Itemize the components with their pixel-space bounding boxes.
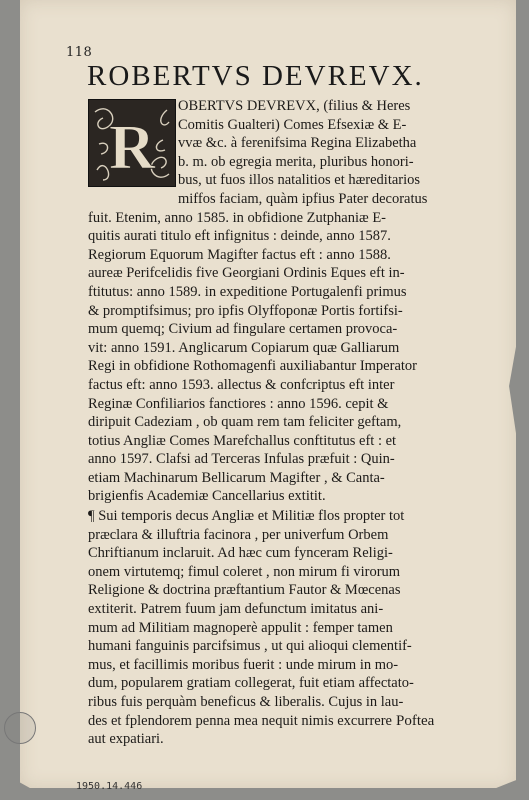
text-line: des et fplendorem penna mea nequit nimis excurrere	[88, 712, 392, 729]
text-line: bus, ut fuos illos natalitios et hæreditarios	[178, 172, 421, 189]
text-line: anno 1597. Clafsi ad Terceras Infulas præfuit : Quin-	[88, 451, 395, 468]
text-line: aut expatiari.	[88, 731, 164, 748]
text-line: miffos faciam, quàm ipfius Pater decoratus	[178, 190, 428, 207]
text-line: diripuit Cadeziam , ob quam rem tam feliciter geftam,	[88, 414, 402, 431]
body-text	[88, 97, 500, 749]
text-line: brigienfis Academiæ Cancellarius extitit.	[88, 488, 326, 505]
text-line: totius Angliæ Comes Marefchallus conftitutus eft : et	[88, 432, 397, 449]
text-line: Chriftianum inclaruit. Ad hæc cum fynceram Religi-	[88, 545, 393, 562]
text-line: b. m. ob egregia merita, pluribus honori-	[178, 153, 414, 170]
text-line: mus, et facillimis moribus fuerit : unde mirum in mo-	[88, 656, 399, 673]
text-line: vvæ &c. à ferenifsima Regina Elizabetha	[178, 135, 417, 152]
text-line: quitis aurati titulo eft infignitus : deinde, anno 1587.	[88, 228, 391, 245]
text-line: præclara & illuftria facinora , per univerfum Orbem	[88, 526, 389, 543]
text-line: Reginæ Confiliarios fanctiores : anno 1596. cepit &	[88, 395, 389, 412]
text-line: extiterit. Patrem fuum jam defunctum imitatus ani-	[88, 601, 384, 618]
text-line: mum quemq; Civium ad fingulare certamen provoca-	[88, 321, 398, 338]
accession-number: 1950.14.446	[76, 781, 143, 792]
text-line: aureæ Perifcelidis five Georgiani Ordinis Eques eft in-	[88, 265, 405, 282]
catchword: Poftea	[396, 713, 435, 729]
text-line: mum ad Militiam magnoperè appulit : femper tamen	[88, 619, 393, 636]
page-title: ROBERTVS DEVREVX.	[87, 60, 424, 92]
text-line: fuit. Etenim, anno 1585. in obfidione Zutphaniæ E-	[88, 209, 387, 226]
text-line: vit: anno 1591. Anglicarum Copiarum quæ Galliarum	[88, 339, 400, 356]
text-line: OBERTVS DEVREVX, (filius & Heres	[178, 98, 411, 114]
text-line: Religione & doctrina præftantium Fautor & Mœcenas	[88, 582, 401, 599]
text-line: ribus fuis perquàm beneficus & liberalis. Cujus in lau-	[88, 694, 404, 710]
text-line: ¶ Sui temporis decus Angliæ et Militiæ flos propter tot	[88, 508, 405, 525]
text-line: & promptifsimus; pro ipfis Olyffoponæ Portis fortifsi-	[88, 302, 403, 319]
text-line: Regiorum Equorum Magifter factus eft : anno 1588.	[88, 246, 391, 263]
text-line: factus eft: anno 1593. allectus & confcriptus eft inter	[88, 376, 395, 393]
dropcap-letter: R	[108, 111, 156, 182]
text-line: onem virtutemq; fimul coleret , non mirum fi virorum	[88, 563, 401, 580]
page-number: 118	[66, 45, 93, 60]
text-line: Comitis Gualteri) Comes Efsexiæ & E-	[178, 116, 407, 133]
museum-stamp-icon	[4, 712, 36, 744]
text-line: ftitutus: anno 1589. in expeditione Portugalenfi primus	[88, 283, 407, 300]
text-line: Regi in obfidione Rothomagenfi auxiliabantur Imperator	[88, 358, 417, 375]
text-line: etiam Machinarum Bellicarum Magifter , & Canta-	[88, 469, 385, 486]
text-line: dum, popularem gratiam collegerat, fuit etiam affectato-	[88, 675, 414, 692]
text-line: humani fanguinis parcifsimus , ut qui alioqui clementif-	[88, 638, 412, 655]
